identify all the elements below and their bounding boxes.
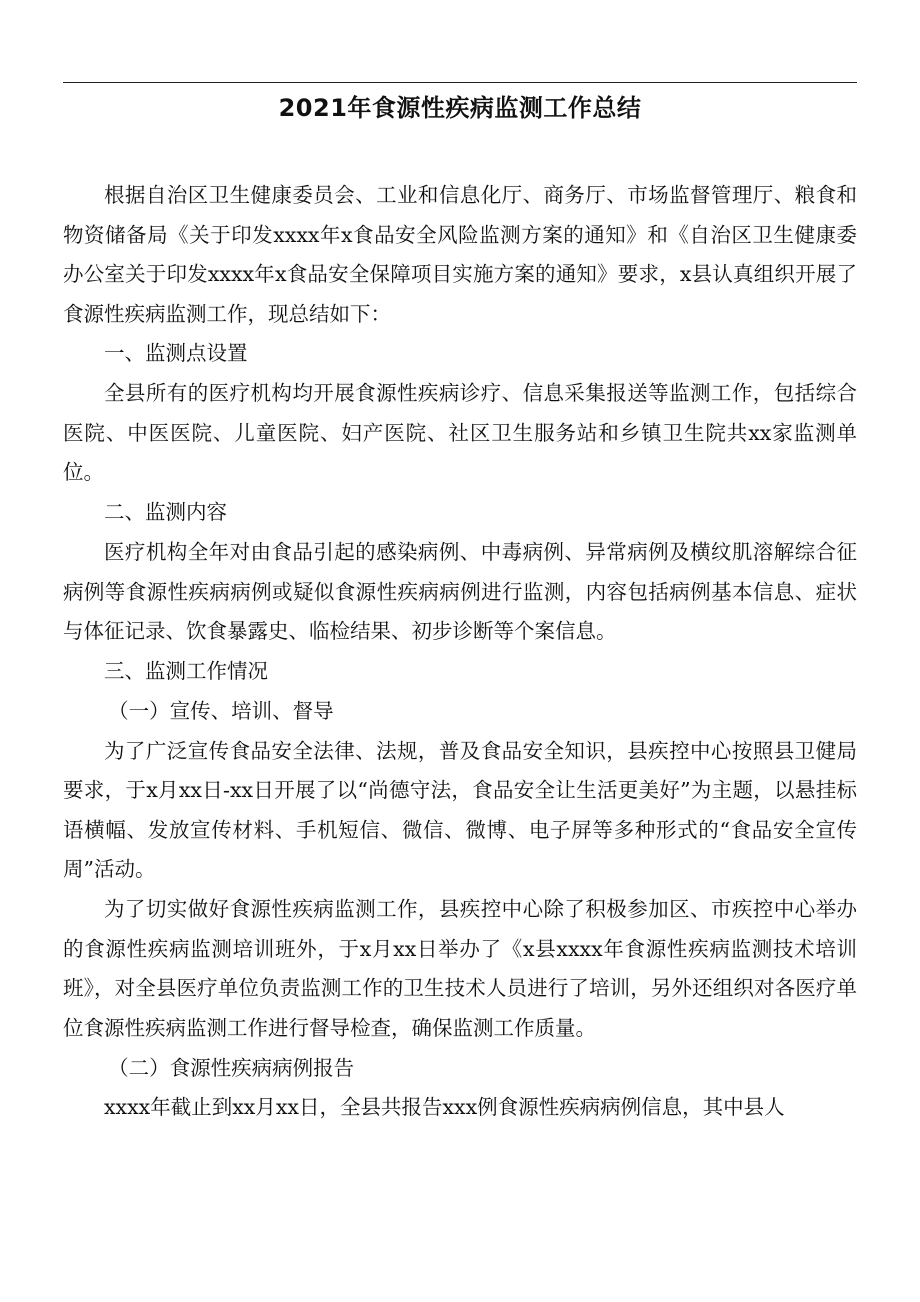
paragraph-monitoring-content: 医疗机构全年对由食品引起的感染病例、中毒病例、异常病例及横纹肌溶解综合征病例等食源性疾病病例或疑似食源性疾病病例进行监测，内容包括病例基本信息、症状与体征记录、饮食暴露史、临检结果、初步诊断等个案信息。: [63, 540, 857, 644]
subsection-heading-publicity: （一）宣传、培训、督导: [108, 698, 334, 723]
document-title: 2021年食源性疾病监测工作总结: [278, 94, 642, 122]
paragraph-monitoring-sites: 全县所有的医疗机构均开展食源性疾病诊疗、信息采集报送等监测工作，包括综合医院、中医医院、儿童医院、妇产医院、社区卫生服务站和乡镇卫生院共xx家监测单位。: [63, 381, 857, 485]
paragraph-training: 为了切实做好食源性疾病监测工作，县疾控中心除了积极参加区、市疾控中心举办的食源性疾病监测培训班外，于x月xx日举办了《x县xxxx年食源性疾病监测技术培训班》，对全县医疗单位负责监测工作的卫生技术人员进行了培训，另外还组织对各医疗单位食源性疾病监测工作进行督导检查，确保监测工作质量。: [63, 897, 857, 1040]
paragraph-publicity: 为了广泛宣传食品安全法律、法规，普及食品安全知识，县疾控中心按照县卫健局要求，于x月xx日-xx日开展了以“尚德守法，食品安全让生活更美好”为主题，以悬挂标语横幅、发放宣传材料、手机短信、微信、微博、电子屏等多种形式的“食品安全宣传周”活动。: [63, 738, 857, 882]
section-heading-work-status: 三、监测工作情况: [104, 658, 268, 683]
header-rule: [63, 82, 857, 83]
section-heading-monitoring-sites: 一、监测点设置: [104, 341, 248, 366]
subsection-heading-case-report: （二）食源性疾病病例报告: [108, 1055, 355, 1080]
section-heading-monitoring-content: 二、监测内容: [104, 500, 227, 525]
paragraph-case-report: xxxx年截止到xx月xx日，全县共报告xxx例食源性疾病病例信息，其中县人: [104, 1095, 785, 1120]
paragraph-intro: 根据自治区卫生健康委员会、工业和信息化厅、商务厅、市场监督管理厅、粮食和物资储备局《关于印发xxxx年x食品安全风险监测方案的通知》和《自治区卫生健康委办公室关于印发xxxx年x食品安全保障项目实施方案的通知》要求，x县认真组织开展了食源性疾病监测工作，现总结如下：: [63, 183, 857, 326]
document-body: [63, 176, 857, 1128]
